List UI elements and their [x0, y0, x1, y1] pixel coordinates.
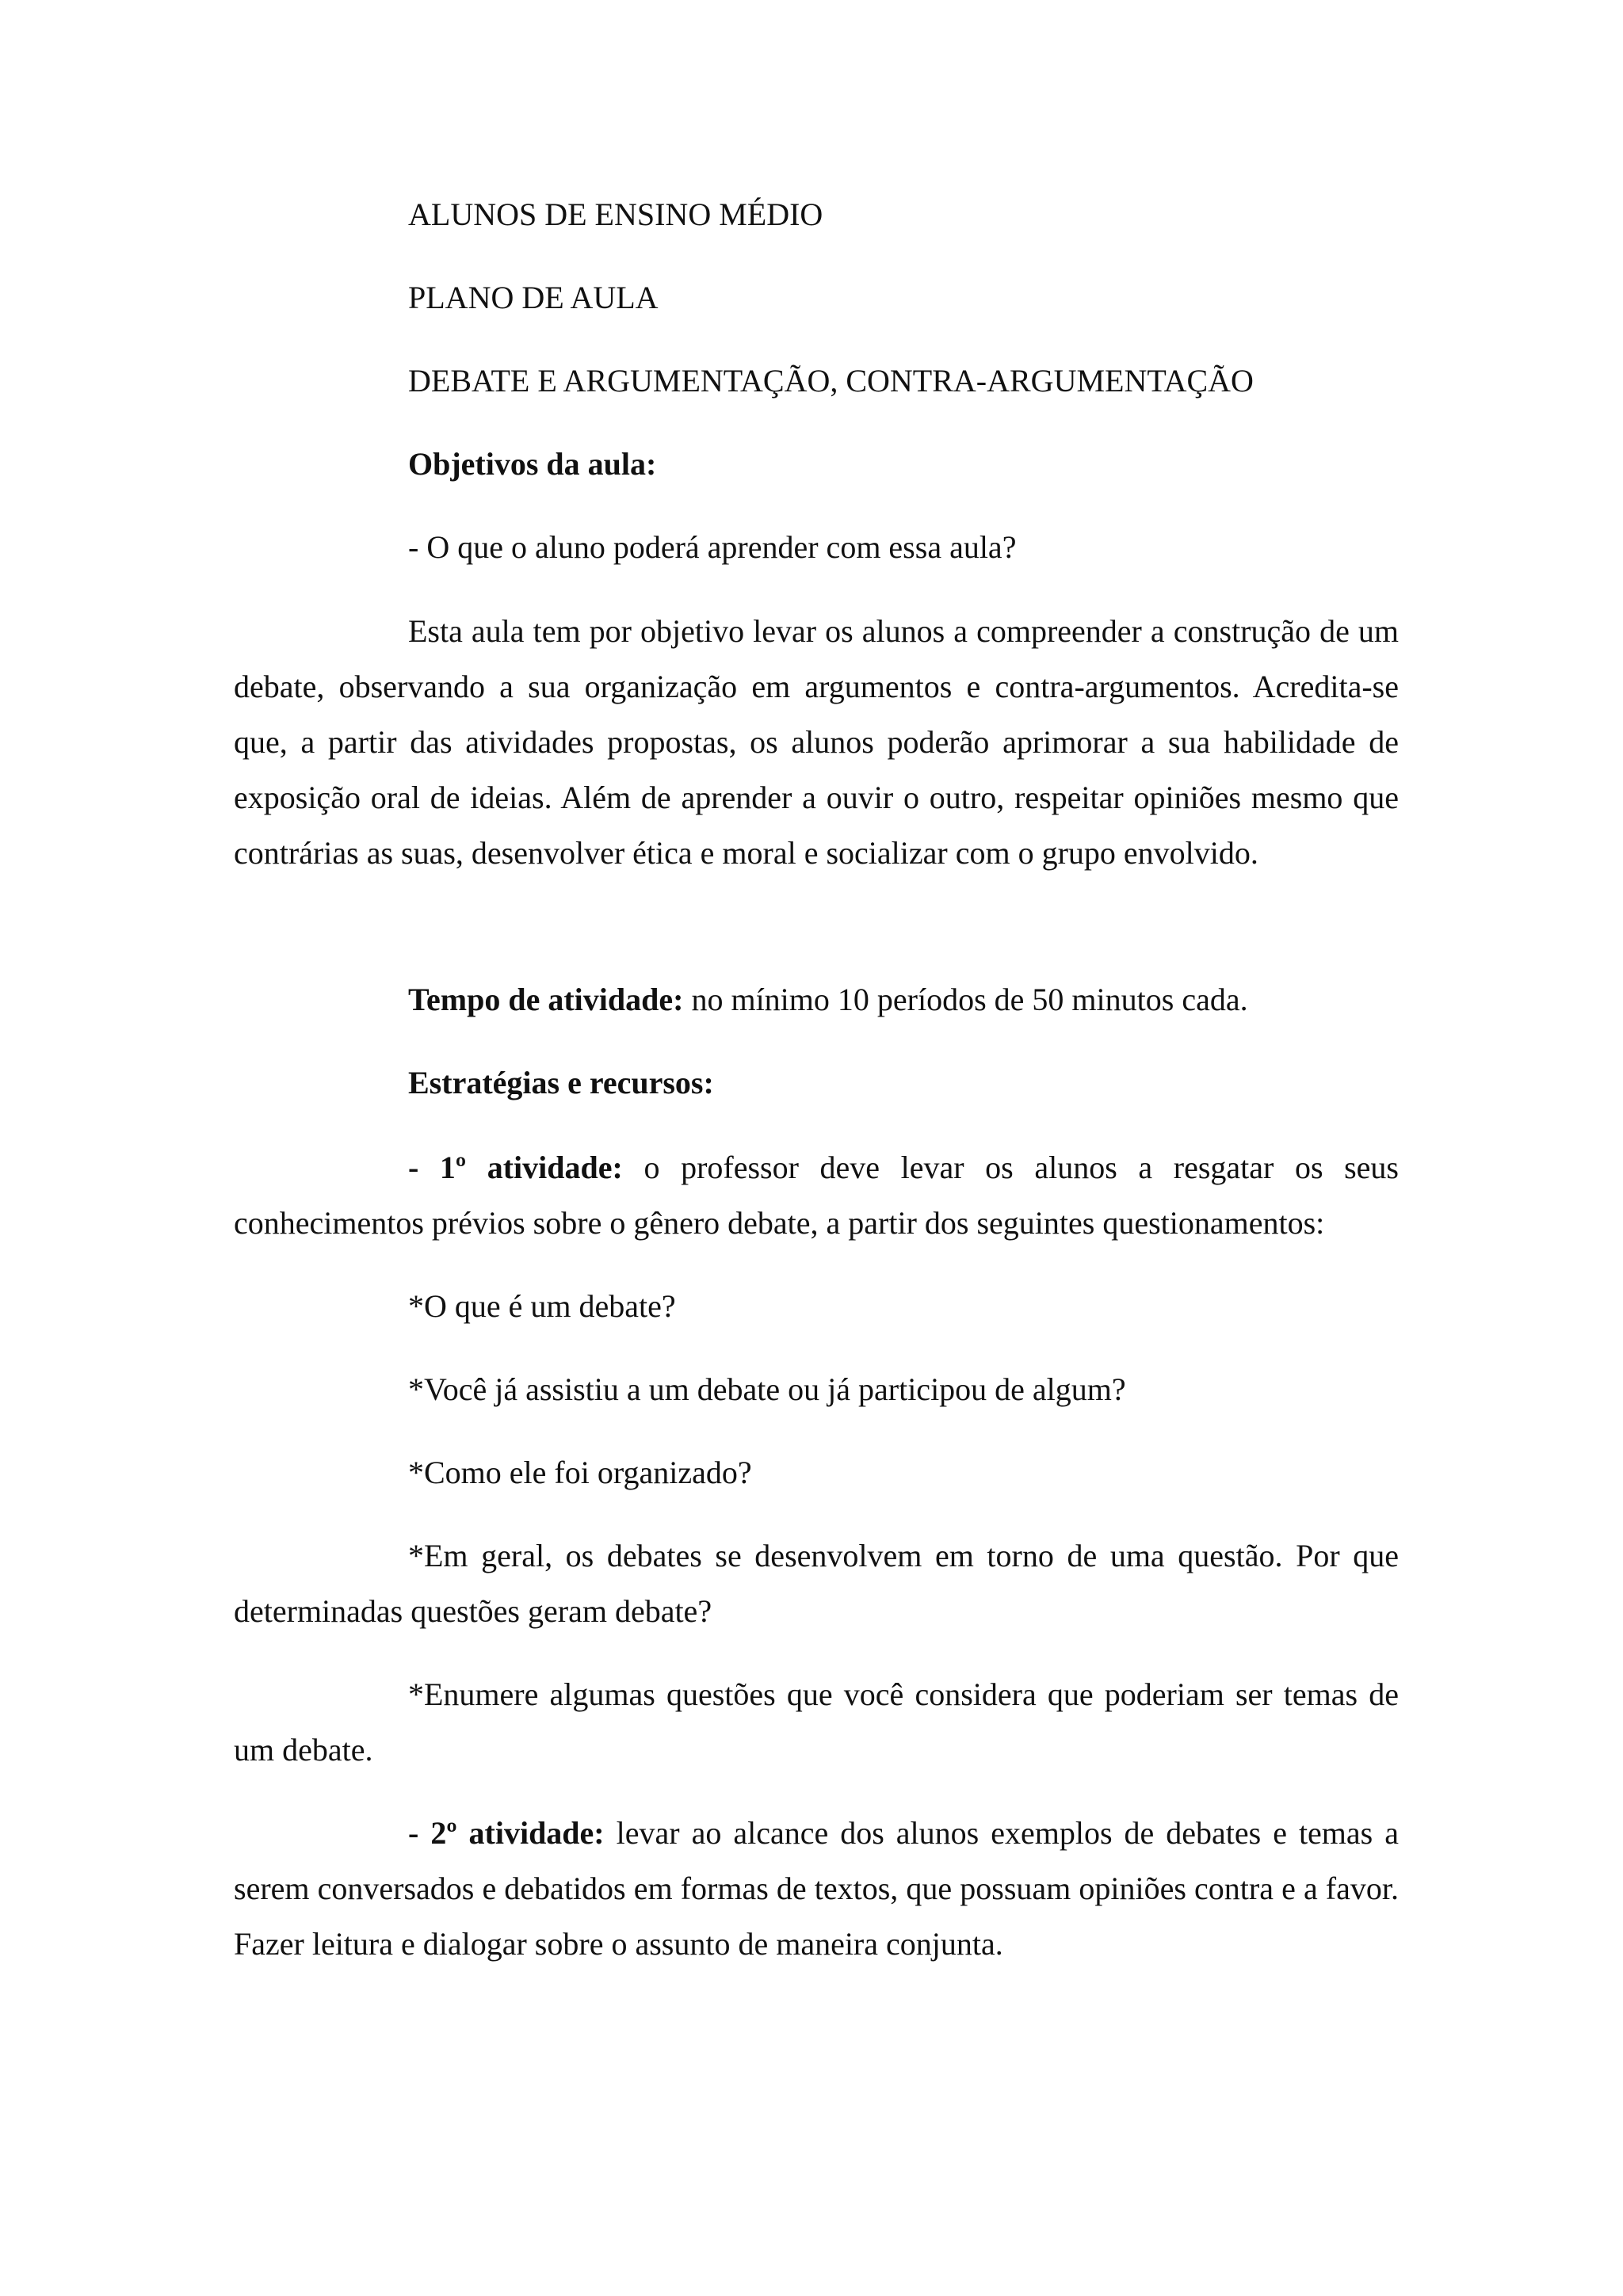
objetivos-question: - O que o aluno poderá aprender com essa aula? — [408, 529, 1017, 565]
atividade-2-label: - 2º atividade: — [408, 1815, 605, 1851]
tempo-value: no mínimo 10 períodos de 50 minutos cada. — [683, 982, 1248, 1017]
question-item: *Você já assistiu a um debate ou já participou de algum? — [408, 1371, 1126, 1407]
estrategias-heading: Estratégias e recursos: — [408, 1065, 714, 1100]
question-item: *O que é um debate? — [408, 1288, 676, 1324]
objetivos-heading: Objetivos da aula: — [408, 446, 657, 482]
atividade-1-text: o professor deve levar os alunos a resgatar os seus conhecimentos prévios sobre o gênero debate, a partir dos seguintes questionamentos: — [234, 1150, 1399, 1241]
atividade-1-paragraph — [234, 1140, 1399, 1251]
question-item: *Como ele foi organizado? — [408, 1455, 752, 1490]
objetivos-paragraph: Esta aula tem por objetivo levar os alunos a compreender a construção de um debate, observando a sua organização em argumentos e contra-argumentos. Acredita-se que, a partir das atividades propostas, os alunos poderão aprimorar a sua habilidade de exposição oral de ideias. Além de aprender a ouvir o outro, respeitar opiniões mesmo que contrárias as suas, desenvolver ética e moral e socializar com o grupo envolvido. — [234, 613, 1399, 871]
header-line-3: DEBATE E ARGUMENTAÇÃO, CONTRA-ARGUMENTAÇÃO — [408, 363, 1254, 399]
atividade-1-label: - 1º atividade: — [408, 1150, 623, 1185]
atividade-2-text: levar ao alcance dos alunos exemplos de debates e temas a serem conversados e debatidos em formas de textos, que possuam opiniões contra e a favor. Fazer leitura e dialogar sobre o assunto de maneira conjunta. — [234, 1815, 1399, 1962]
tempo-label: Tempo de atividade: — [408, 982, 684, 1017]
question-item: *Enumere algumas questões que você considera que poderiam ser temas de um debate. — [234, 1676, 1399, 1768]
header-line-1: ALUNOS DE ENSINO MÉDIO — [408, 196, 823, 232]
atividade-2-paragraph — [234, 1806, 1399, 1972]
question-item: *Em geral, os debates se desenvolvem em torno de uma questão. Por que determinadas questões geram debate? — [234, 1538, 1399, 1629]
header-line-2: PLANO DE AULA — [408, 280, 659, 315]
tempo-line — [408, 972, 1248, 1028]
